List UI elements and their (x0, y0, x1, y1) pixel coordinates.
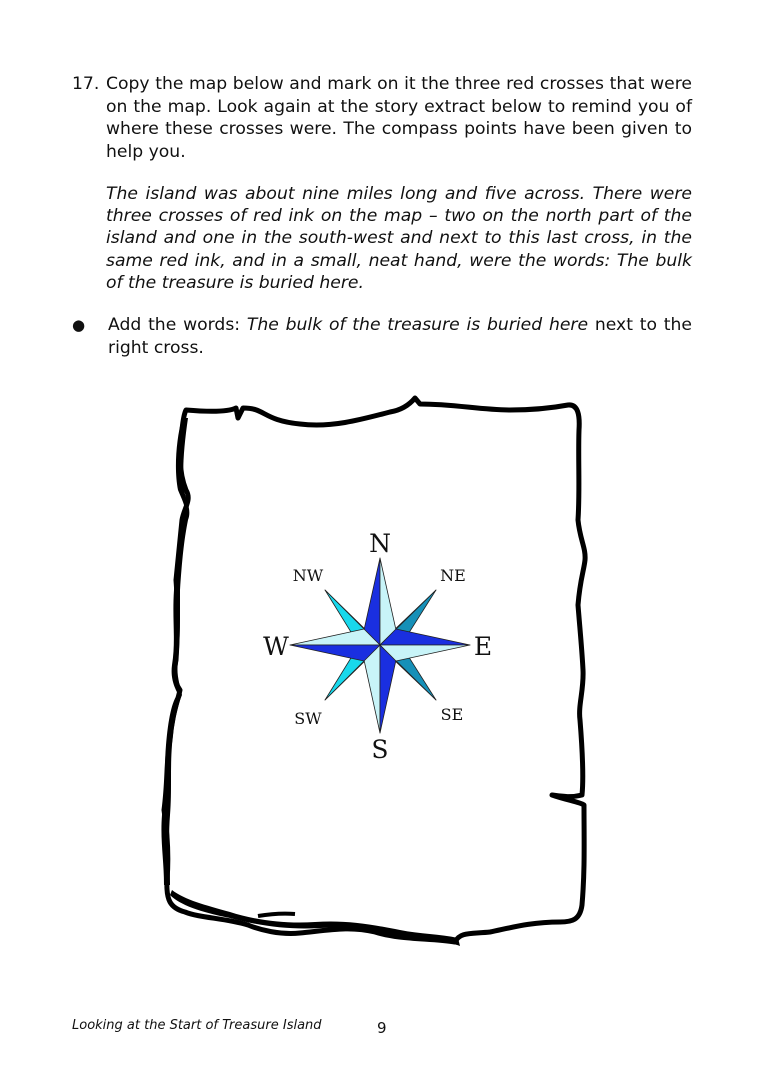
question-number: 17. (72, 74, 100, 94)
compass-e-bottom (380, 645, 470, 661)
question-text: Copy the map below and mark on it the three red crosses that were on the map. Look again at the story extract below to remind you of where these crosses were. The compass points have been given to help you. (106, 74, 692, 162)
compass-label-ne: NE (440, 566, 466, 585)
map-border-flap (258, 914, 295, 916)
compass-label-w: W (263, 632, 289, 661)
story-extract: The island was about nine miles long and five across. There were three crosses of red ink on the map – two on the north part of the island and one in the south-west and next to this last cross, in the same red ink, and in a small, neat hand, were the words: The bulk of the treasure is buried here. (106, 184, 692, 293)
compass-w-bottom (290, 645, 380, 661)
compass-label-e: E (473, 632, 493, 661)
compass-label-s: S (371, 735, 389, 764)
compass-label-n: N (369, 529, 391, 558)
footer-title: Looking at the Start of Treasure Island (72, 1018, 322, 1033)
compass-e-top (380, 629, 470, 645)
compass-w-top (290, 629, 380, 645)
compass-label-se: SE (440, 705, 464, 724)
bullet-icon: ● (72, 316, 86, 334)
bullet-prefix: Add the words: (108, 315, 247, 335)
compass-label-nw: NW (292, 566, 324, 585)
bullet-suffix: next to the right cross. (108, 315, 692, 358)
compass-label-sw: SW (294, 709, 322, 728)
bullet-quote: The bulk of the treasure is buried here (246, 315, 589, 335)
page-number: 9 (377, 1019, 387, 1037)
